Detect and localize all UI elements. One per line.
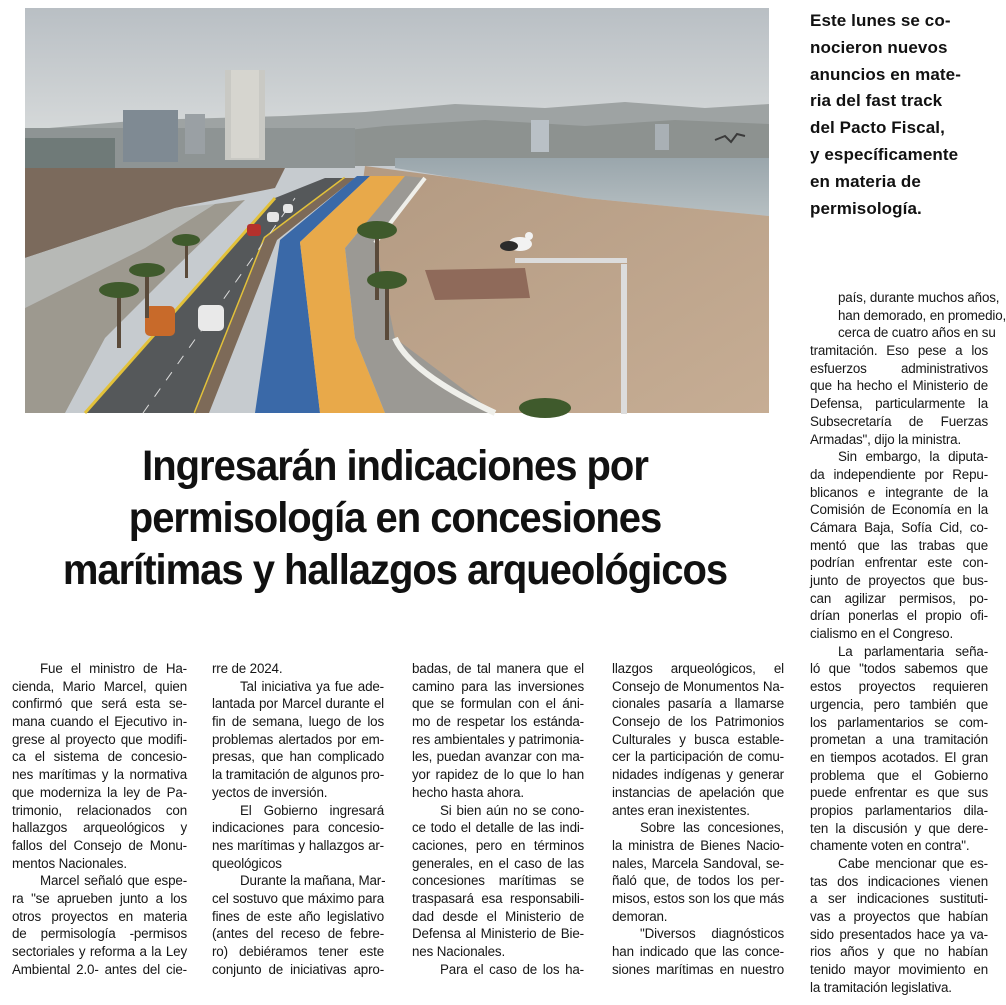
body-text-line: Tal iniciativa ya fue ade- [240,678,384,694]
body-text-line: Defensa, particularmente la [810,396,988,412]
headline-line: Ingresarán indicaciones por [142,442,648,490]
body-text-line: cerca de cuatro años en su [838,325,996,341]
body-text-line: cionales pasaría a llamarse [612,696,784,712]
body-text-line: Marcel señaló que espe- [40,873,187,889]
body-text-line: nidades indígenas y generar [612,767,784,783]
body-text-line: blicanos e integrante de la [810,484,988,500]
body-text-line: Culturales y busca estable- [612,731,784,747]
body-text-line: camino para las inversiones [412,678,584,694]
body-text-line: yor rapidez de lo que lo han [412,767,584,783]
lead-line: Este lunes se co- [810,11,951,30]
body-text-line: traspasará esa responsabili- [412,890,584,906]
body-text-line: que se formulan con el áni- [412,696,584,712]
body-text-line: la tramitación legislativa. [810,979,952,995]
headline-line: permisología en concesiones [128,494,662,542]
body-text-line: propios parlamentarios dila- [810,802,988,818]
body-text-line: la tramitación de algunos pro- [212,767,384,783]
body-text-line: generales, en el caso de las [412,855,584,871]
body-text-line: fin de semana, luego de los [212,714,384,730]
body-column-3 [412,660,584,978]
body-text-line: tas dos indicaciones vienen [810,873,988,889]
body-text-line: rre de 2024. [212,661,283,676]
body-text-line: La parlamentaria seña- [838,643,988,659]
body-text-line: cer la participación de comu- [612,749,784,765]
body-text-line: ñaló que, de todos los per- [612,873,784,889]
body-text-line: hecho hasta ahora. [412,784,524,800]
body-column-4 [612,660,784,978]
body-text-line: tenido mayor movimiento en [810,962,988,978]
body-text-line: Para el caso de los ha- [440,961,584,977]
body-column-2 [212,660,384,978]
body-text-line: misos, estos son los que más [612,890,784,906]
body-text-line: sido presentados hace ya va- [810,926,988,942]
body-text-line: ten la discusión y que dere- [810,820,988,836]
body-text-line: han demorado, en promedio, [838,307,1006,323]
body-column-1 [12,660,187,978]
body-text-line: la ministra de Bienes Nacio- [612,837,784,853]
body-text-line: los parlamentarios se com- [810,714,988,730]
body-text-line: caciones, pero en términos [412,837,584,853]
body-text-line: ro) debiéramos tener este [212,944,384,959]
body-text-line: sectoriales y reforma a la Ley [12,944,187,959]
body-text-line: problemas alertados por em- [212,731,384,747]
article-headline [28,440,763,596]
body-text-line: país, durante muchos años, [838,290,1000,305]
body-text-line: queológicos [212,855,282,871]
body-text-line: cialismo en el Congreso. [810,626,954,642]
body-text-line: que moderniza la ley de Pa- [12,784,187,800]
body-text-line: can agilizar permisos, po- [810,590,988,606]
body-text-line: presas, que han complicado [212,749,384,765]
body-text-line: instancias de apelación que [612,784,784,800]
body-text-line: chamente voten en contra". [810,838,970,854]
body-text-line: urgencia, pero también que [810,696,988,712]
body-text-line: rios años y que no habían [810,944,988,960]
body-text-line: llazgos arqueológicos, el [612,661,784,676]
body-text-line: esfuerzos administrativos [810,360,988,376]
body-text-line: ra "se aprueben junto a los [12,890,187,906]
body-text-line: badas, de tal manera que el [412,661,584,676]
body-text-line: Sin embargo, la diputa- [838,449,988,465]
article-photo [25,8,769,413]
body-text-line: cel sostuvo que máximo para [212,890,384,906]
body-text-line: problema que el Gobierno [810,767,988,783]
body-text-line: mo de respetar los estánda- [412,714,584,730]
body-text-line: mentó que las trabas que [810,537,988,553]
body-text-line: ca el sistema de concesio- [12,749,187,765]
body-text-line: Sobre las concesiones, [640,820,784,836]
body-text-line: lantada por Marcel durante el [212,696,384,712]
body-text-line: conjunto de iniciativas apro- [212,961,384,977]
body-text-line: junto de proyectos que bus- [810,573,988,588]
body-text-line: de permisología -permisos [12,926,187,942]
body-text-line: fines de este año legislativo [212,908,384,924]
coastline-photo-illustration [25,8,769,413]
body-text-line: a ser indicaciones sustituti- [810,891,988,907]
body-text-line: Ambiental 2.0- antes del cie- [12,961,187,977]
body-text-line: Cámara Baja, Sofía Cid, co- [810,519,988,535]
lead-line: y específicamente [810,144,959,164]
body-text-line: mana cuando el Ejecutivo in- [12,714,187,730]
lead-line: del Pacto Fiscal, [810,118,945,138]
body-text-line: indicaciones para concesio- [212,820,384,836]
body-text-line: concesiones marítimas se [412,873,584,889]
body-text-line: dad desde el Ministerio de [412,908,584,924]
body-text-line: El Gobierno ingresará [240,802,384,818]
lead-line: nocieron nuevos [810,37,948,57]
body-text-line: trimonio, relacionados con [12,802,187,818]
body-text-line: yectos de inversión. [212,784,328,800]
body-text-line: Consejo de Monumentos Na- [612,678,784,694]
body-text-line: Si bien aún no se cono- [440,802,584,818]
body-text-line: Comisión de Economía en la [810,502,988,518]
body-text-line: tramitación. Eso pese a los [810,343,988,359]
body-text-line: Subsecretaría de Fuerzas [810,413,988,429]
body-text-line: Durante la mañana, Mar- [240,873,386,889]
body-text-line: grese al proyecto que modifi- [12,731,187,747]
body-text-line: drían ponerlas el propio ofi- [810,608,988,624]
body-text-line: confirmó que será esta se- [12,696,187,712]
body-column-5 [810,289,1006,997]
body-text-line: Armadas", dijo la ministra. [810,431,962,447]
body-text-line: cienda, Mario Marcel, quien [12,678,187,694]
body-text-line: da independiente por Repu- [810,466,988,482]
body-text-line: antes eran inexistentes. [612,802,750,818]
body-text-line: vas a proyectos que habían [810,909,988,925]
body-text-line: (antes del receso de febre- [212,926,384,942]
body-text-line: hallazgos arqueológicos y [12,820,187,836]
body-text-line: han indicado que las conce- [612,944,784,959]
lead-line: en materia de [810,171,921,191]
body-text-line: que ha hecho el Ministerio de [810,378,988,394]
body-text-line: puede enfrentar es que sus [810,785,988,801]
body-text-line: les, puedan avanzar con ma- [412,749,584,765]
body-text-line: podrían enfrentar este con- [810,555,988,571]
body-text-line: nes marítimas y hallazgos ar- [212,837,384,853]
article-lead [810,8,975,222]
body-text-line: otros proyectos en materia [12,908,187,924]
body-text-line: siones marítimas en nuestro [612,961,784,977]
lead-line: anuncios en mate- [810,64,961,84]
headline-line: marítimas y hallazgos arqueológicos [62,546,728,594]
body-text-line: ló que "todos sabemos que [810,661,988,677]
body-text-line: nales, Marcela Sandoval, se- [612,855,784,871]
body-text-line: Consejo de los Patrimonios [612,714,784,730]
body-text-line: mentos Nacionales. [12,855,127,871]
body-text-line: Defensa al Ministerio de Bie- [412,926,584,942]
body-text-line: demoran. [612,908,668,924]
body-text-line: "Diversos diagnósticos [640,926,784,942]
body-text-line: nes Nacionales. [412,944,506,959]
lead-line: ria del fast track [810,91,943,111]
body-text-line: estos proyectos requieren [810,679,988,695]
body-text-line: nes marítimas y la normativa [12,767,187,783]
body-text-line: Cabe mencionar que es- [838,856,988,871]
lead-line: permisología. [810,198,922,218]
body-text-line: prometan a una tramitación [810,732,988,748]
body-text-line: en tiempos acotados. El gran [810,749,988,765]
body-text-line: ce todo el detalle de las indi- [412,820,584,836]
body-text-line: Fue el ministro de Ha- [40,661,187,676]
body-text-line: res ambientales y patrimonia- [412,731,584,747]
body-text-line: fallos del Consejo de Monu- [12,837,187,853]
